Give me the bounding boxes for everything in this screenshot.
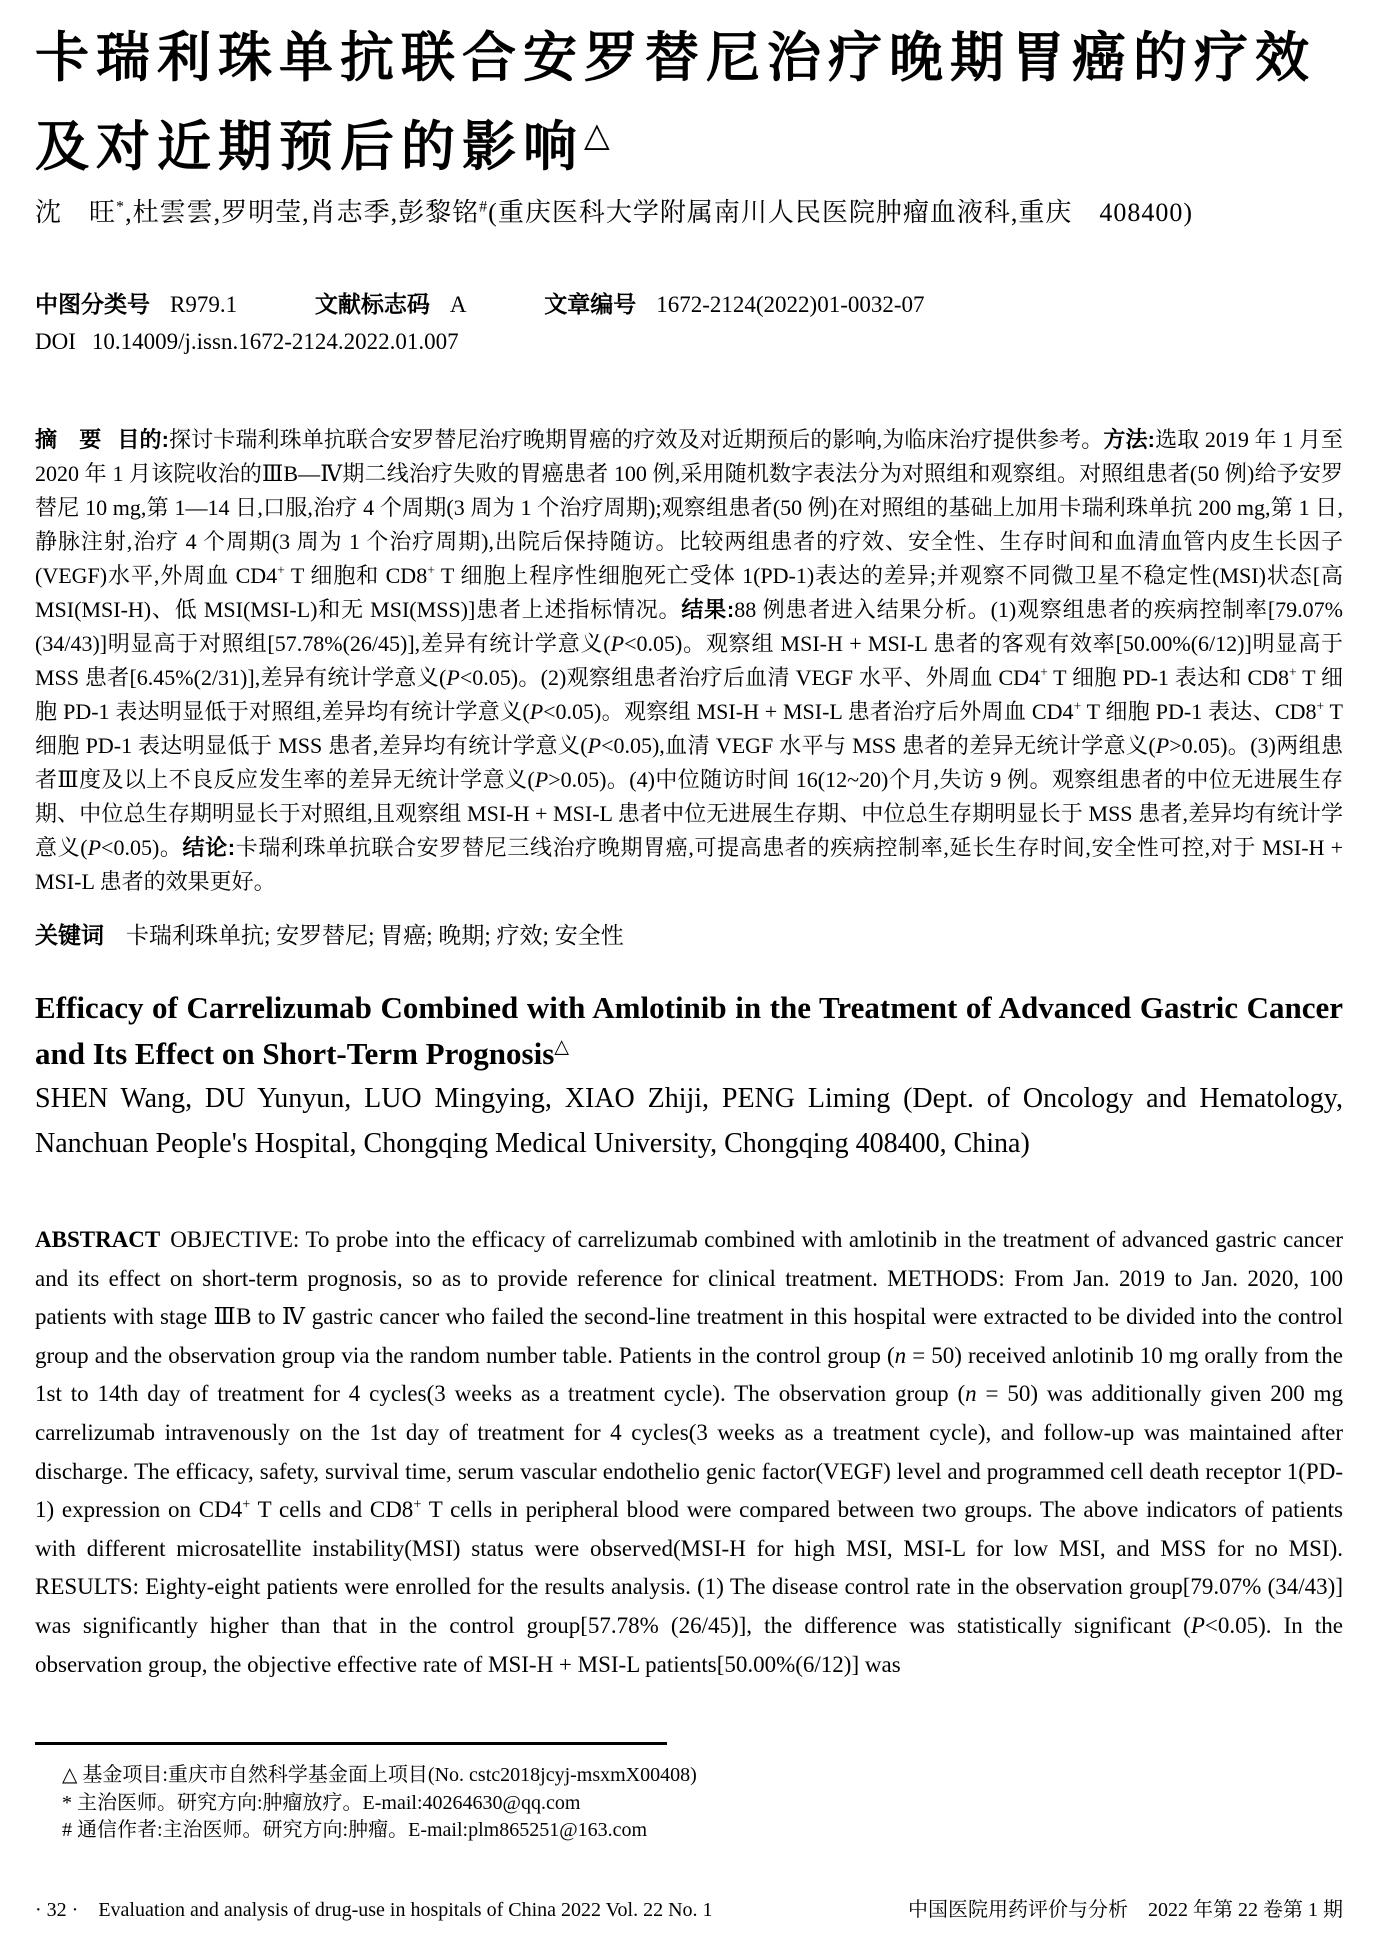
footnote-divider [35,1742,667,1745]
doc-code-label: 文献标志码 [314,291,430,317]
article-meta [35,286,1343,319]
paper-title-en: Efficacy of Carrelizumab Combined with Amlotinib in the Treatment of Advanced Gastric Cancer and Its Effect on Short-Term Prognosis△ [35,990,1343,1071]
article-no-label: 文章编号 [544,291,637,317]
footnote-attending-physician: * 主治医师。研究方向:肿瘤放疗。E-mail:40264630@qq.com [62,1791,581,1814]
abstract-en [35,1221,1343,1684]
meta-doc-code [315,286,467,319]
footer-right: 中国医院用药评价与分析 2022 年第 22 卷第 1 期 [908,1899,1343,1921]
footnote-fund: △ 基金项目:重庆市自然科学基金面上项目(No. cstc2018jcyj-msxmX00408) [62,1764,697,1786]
authors-zh: 沈 旺*,杜雲雲,罗明莹,肖志季,彭黎铭#(重庆医科大学附属南川人民医院肿瘤血液科,重庆 408400) [35,198,1193,227]
clc-value: R979.1 [170,292,238,317]
abstract-zh-label: 摘 要 [35,427,102,452]
doi-label: DOI [35,329,76,354]
meta-clc [35,286,237,319]
abstract-en-text: OBJECTIVE: To probe into the efficacy of carrelizumab combined with amlotinib in the treatment of advanced gastric cancer and its effect on short-term prognosis, so as to provide reference for clinical treatment. METHODS: From Jan. 2019 to Jan. 2020, 100 patients with stage ⅢB to Ⅳ gastric cancer who failed the second-line treatment in this hospital were extracted to be divided into the control group and the observation group via the random number table. Patients in the control group (n = 50) received anlotinib 10 mg orally from the 1st to 14th day of treatment for 4 cycles(3 weeks as a treatment cycle). The observation group (n = 50) was additionally given 200 mg carrelizumab intravenously on the 1st day of treatment for 4 cycles(3 weeks as a treatment cycle), and follow-up was maintained after discharge. The efficacy, safety, survival time, serum vascular endothelio genic factor(VEGF) level and programmed cell death receptor 1(PD-1) expression on CD4+ T cells and CD8+ T cells in peripheral blood were compared between two groups. The above indicators of patients with different microsatellite instability(MSI) status were observed(MSI-H for high MSI, MSI-L for low MSI, and MSS for no MSI). RESULTS: Eighty-eight patients were enrolled for the results analysis. (1) The disease control rate in the observation group[79.07% (34/43)] was significantly higher than that in the control group[57.78% (26/45)], the difference was statistically significant (P<0.05). In the observation group, the objective effective rate of MSI-H + MSI-L patients[50.00%(6/12)] was [35,1227,1344,1677]
authors-en: SHEN Wang, DU Yunyun, LUO Mingying, XIAO Zhiji, PENG Liming (Dept. of Oncology and Hematology, Nanchuan People's Hospital, Chongqing Medical University, Chongqing 408400, China) [35,1083,1343,1159]
doi-line [35,329,1343,355]
meta-article-no [544,286,924,319]
doc-code-value: A [449,292,467,317]
article-no-value: 1672-2124(2022)01-0032-07 [656,292,925,317]
doi-value: 10.14009/j.issn.1672-2124.2022.01.007 [91,329,459,354]
abstract-en-label: ABSTRACT [35,1227,161,1252]
footnote-corresponding-author: # 通信作者:主治医师。研究方向:肿瘤。E-mail:plm865251@163.com [62,1819,648,1841]
keywords-label: 关键词 [35,922,104,948]
footer-left: · 32 · Evaluation and analysis of drug-use in hospitals of China 2022 Vol. 22 No. 1 [35,1899,713,1921]
keywords-line [35,917,1343,950]
keywords-text: 卡瑞利珠单抗; 安罗替尼; 胃癌; 晚期; 疗效; 安全性 [126,923,624,948]
paper-title-zh: 卡瑞利珠单抗联合安罗替尼治疗晚期胃癌的疗效 及对近期预后的影响△ [35,28,1316,177]
abstract-zh [35,423,1343,899]
footnotes [62,1762,1342,1845]
clc-label: 中图分类号 [35,291,150,317]
page-footer [35,1893,1343,1922]
abstract-zh-text: 目的:探讨卡瑞利珠单抗联合安罗替尼治疗晚期胃癌的疗效及对近期预后的影响,为临床治疗提供参考。方法:选取 2019 年 1 月至 2020 年 1 月该院收治的ⅢB—Ⅳ期二线治疗失败的胃癌患者 100 例,采用随机数字表法分为对照组和观察组。对照组患者(50 例)给予安罗替尼 10 mg,第 1—14 日,口服,治疗 4 个周期(3 周为 1 个治疗周期);观察组患者(50 例)在对照组的基础上加用卡瑞利珠单抗 200 mg,第 1 日,静脉注射,治疗 4 个周期(3 周为 1 个治疗周期),出院后保持随访。比较两组患者的疗效、安全性、生存时间和血清血管内皮生长因子(VEGF)水平,外周血 CD4+ T 细胞和 CD8+ T 细胞上程序性细胞死亡受体 1(PD-1)表达的差异;并观察不同微卫星不稳定性(MSI)状态[高 MSI(MSI-H)、低 MSI(MSI-L)和无 MSI(MSS)]患者上述指标情况。结果:88 例患者进入结果分析。(1)观察组患者的疾病控制率[79.07%(34/43)]明显高于对照组[57.78%(26/45)],差异有统计学意义(P<0.05)。观察组 MSI-H + MSI-L 患者的客观有效率[50.00%(6/12)]明显高于 MSS 患者[6.45%(2/31)],差异有统计学意义(P<0.05)。(2)观察组患者治疗后血清 VEGF 水平、外周血 CD4+ T 细胞 PD-1 表达和 CD8+ T 细胞 PD-1 表达明显低于对照组,差异均有统计学意义(P<0.05)。观察组 MSI-H + MSI-L 患者治疗后外周血 CD4+ T 细胞 PD-1 表达、CD8+ T 细胞 PD-1 表达明显低于 MSS 患者,差异均有统计学意义(P<0.05),血清 VEGF 水平与 MSS 患者的差异无统计学意义(P>0.05)。(3)两组患者Ⅲ度及以上不良反应发生率的差异无统计学意义(P>0.05)。(4)中位随访时间 16(12~20)个月,失访 9 例。观察组患者的中位无进展生存期、中位总生存期明显长于对照组,且观察组 MSI-H + MSI-L 患者中位无进展生存期、中位总生存期明显长于 MSS 患者,差异均有统计学意义(P<0.05)。结论:卡瑞利珠单抗联合安罗替尼三线治疗晚期胃癌,可提高患者的疾病控制率,延长生存时间,安全性可控,对于 MSI-H + MSI-L 患者的效果更好。 [35,427,1344,894]
